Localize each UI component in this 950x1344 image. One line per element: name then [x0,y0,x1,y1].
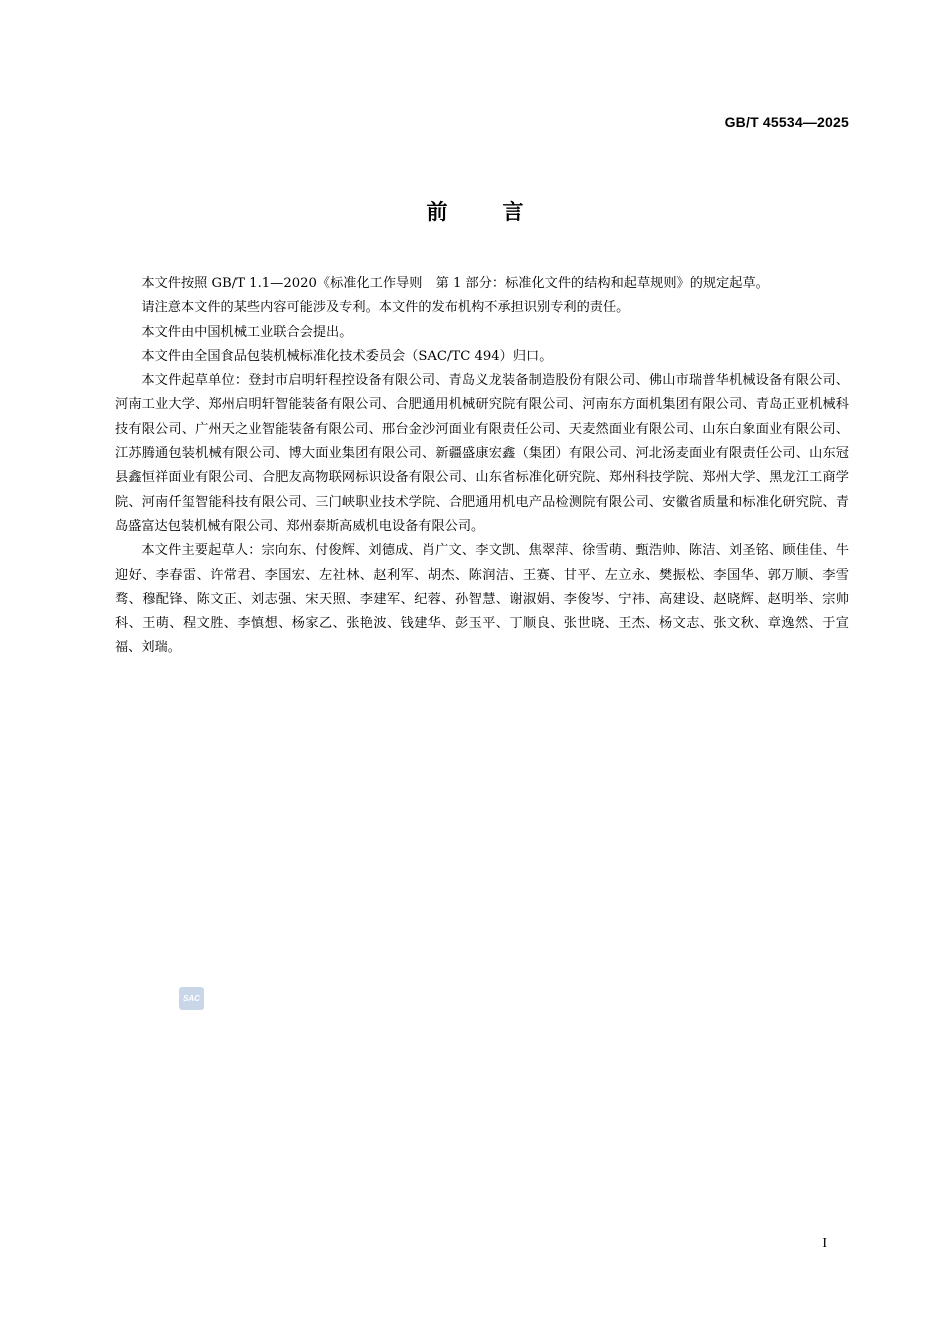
paragraph-drafters: 本文件主要起草人：宗向东、付俊辉、刘德成、肖广文、李文凯、焦翠萍、徐雪萌、甄浩帅、陈洁、刘圣铭、顾佳佳、牛迎好、李春雷、许常君、李国宏、左社林、赵利军、胡杰、陈润洁、王赛、甘平、左立永、樊振松、李国华、郭万顺、李雪骛、穆配锋、陈文正、刘志强、宋天照、李建军、纪蓉、孙智慧、谢淑娟、李俊岑、宁祎、高建设、赵晓辉、赵明举、宗帅科、王萌、程文胜、李慎想、杨家乙、张艳波、钱建华、彭玉平、丁顺良、张世晓、王杰、杨文志、张文秋、章逸然、于宣福、刘瑞。 [115,543,849,656]
paragraph-patent-notice: 请注意本文件的某些内容可能涉及专利。本文件的发布机构不承担识别专利的责任。 [141,300,630,316]
page-number: I [822,1236,827,1251]
page-title: 前言 [426,200,579,224]
foreword-body [115,272,849,661]
standard-code: GB/T 45534—2025 [724,114,849,130]
paragraph-committee: 本文件由全国食品包装机械标准化技术委员会（SAC/TC 494）归口。 [141,348,553,364]
paragraph-drafting-rules: 本文件按照 GB/T 1.1—2020《标准化工作导则 第 1 部分：标准化文件的结构和起草规则》的规定起草。 [141,276,769,291]
paragraph-proposer: 本文件由中国机械工业联合会提出。 [141,324,353,340]
paragraph-drafting-units: 本文件起草单位：登封市启明轩程控设备有限公司、青岛义龙装备制造股份有限公司、佛山市瑞普华机械设备有限公司、河南工业大学、郑州启明轩智能装备有限公司、合肥通用机械研究院有限公司、河南东方面机集团有限公司、青岛正亚机械科技有限公司、广州天之业智能装备有限公司、邢台金沙河面业有限责任公司、天麦然面业有限公司、山东白象面业有限公司、江苏腾通包装机械有限公司、博大面业集团有限公司、新疆盛康宏鑫（集团）有限公司、河北汤麦面业有限责任公司、山东冠县鑫恒祥面业有限公司、合肥友高物联网标识设备有限公司、山东省标准化研究院、郑州科技学院、郑州大学、黑龙江工商学院、河南仟玺智能科技有限公司、三门峡职业技术学院、合肥通用机电产品检测院有限公司、安徽省质量和标准化研究院、青岛盛富达包装机械有限公司、郑州泰斯高威机电设备有限公司。 [115,373,849,534]
sac-logo-icon: SAC [179,987,204,1010]
